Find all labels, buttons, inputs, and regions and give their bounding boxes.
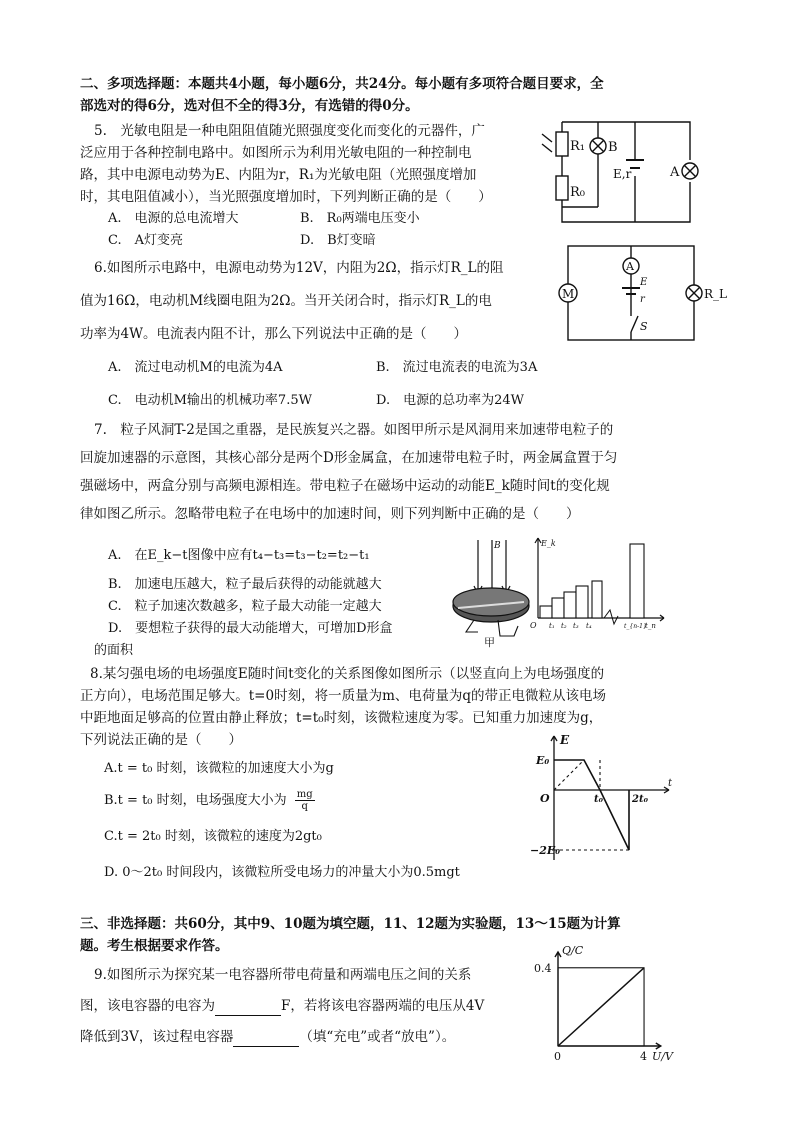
q7-option-d-line2: 的面积 — [94, 643, 134, 658]
section-2-heading-line1: 二、多项选择题：本题共4小题，每小题6分，共24分。每小题有多项符合题目要求，全 — [80, 76, 604, 92]
q7-label-t2: t₂ — [561, 622, 567, 630]
section-3-heading-line2: 题。考生根据要求作答。 — [80, 938, 229, 954]
q9-series-line — [558, 968, 644, 1046]
q8-option-b-text: B.t = t₀ 时刻，电场强度大小为 — [104, 793, 287, 808]
q8-label-e0: E₀ — [536, 754, 550, 767]
q8-figure-e-t — [530, 732, 674, 862]
q6-label-e: E — [640, 277, 648, 288]
q5-stem-line3: 路，其中电源电动势为E、内阻为r，R₁为光敏电阻（光照强度增加 — [80, 167, 477, 183]
q7-option-d-line1: D. 要想粒子获得的最大动能增大，可增加D形盒 — [108, 621, 393, 636]
q9-line2-part2: F，若将该电容器两端的电压从4V — [281, 998, 485, 1014]
q9-xtick-4: 4 — [640, 1050, 648, 1063]
q9-y-label: Q/C — [562, 944, 584, 957]
q5-option-d: D. B灯变暗 — [300, 233, 376, 248]
q9-x-label: U/V — [652, 1050, 673, 1063]
q5-option-b: B. R₀两端电压变小 — [300, 211, 420, 226]
q6-option-d: D. 电源的总功率为24W — [376, 393, 524, 408]
q6-circuit-diagram — [556, 240, 728, 345]
q5-option-c: C. A灯变亮 — [108, 233, 184, 248]
q5-stem-line4: 时，其电阻值减小），当光照强度增加时，下列判断正确的是（ ） — [80, 189, 492, 205]
q5-label-b: B — [608, 140, 618, 155]
q5-label-er: E,r — [613, 167, 632, 181]
q7-label-jia: 甲 — [484, 636, 495, 649]
q7-stem-line4: 律如图乙所示。忽略带电粒子在电场中的加速时间，则下列判断中正确的是（ ） — [80, 506, 580, 522]
q6-option-b: B. 流过电流表的电流为3A — [376, 360, 538, 375]
q9-stem-line2 — [80, 996, 484, 1016]
q6-option-c: C. 电动机M输出的机械功率7.5W — [108, 393, 312, 408]
q8-fraction-denominator: q — [301, 801, 308, 812]
q7-label-tn1: t_{n-1} — [624, 623, 647, 630]
q9-stem-line1: 9.如图所示为探究某一电容器所带电荷量和两端电压之间的关系 — [94, 967, 472, 983]
q7-ek-steps — [540, 544, 644, 618]
q7-option-c: C. 粒子加速次数越多，粒子最大动能一定越大 — [108, 599, 382, 614]
q8-label-e: E — [560, 733, 570, 747]
q9-stem-line3 — [80, 1027, 455, 1047]
q7-figure-ek-t — [530, 536, 670, 636]
q8-label-t: t — [668, 778, 673, 789]
q6-label-motor: M — [562, 287, 575, 301]
q7-label-o: O — [530, 621, 537, 630]
q8-label-neg2e0: −2E₀ — [530, 844, 561, 857]
q5-label-r0: R₀ — [570, 185, 585, 200]
q9-ytick-0.4: 0.4 — [534, 961, 552, 975]
q8-option-d: D. 0～2t₀ 时间段内，该微粒所受电场力的冲量大小为0.5mgt — [104, 865, 460, 880]
q9-line3-part2: （填“充电”或者“放电”）。 — [299, 1029, 456, 1045]
q6-stem-line3: 功率为4W。电流表内阻不计，那么下列说法中正确的是（ ） — [80, 326, 467, 342]
q9-xtick-0: 0 — [554, 1050, 561, 1063]
q5-circuit-labels — [570, 139, 680, 200]
q5-label-r1: R₁ — [570, 139, 585, 154]
q6-label-ammeter: A — [626, 260, 634, 273]
q7-label-t4: t₄ — [586, 622, 592, 630]
q9-line3-part1: 降低到3V，该过程电容器 — [80, 1029, 234, 1045]
q5-option-a: A. 电源的总电流增大 — [108, 211, 239, 226]
q7-label-t1: t₁ — [549, 622, 555, 630]
q7-label-tn: t_n — [645, 622, 656, 630]
q9-blank-charge-discharge[interactable] — [233, 1032, 299, 1047]
q6-label-s: S — [640, 320, 648, 333]
q5-stem-line2: 泛应用于各种控制电路中。如图所示为利用光敏电阻的一种控制电 — [80, 145, 472, 161]
q7-option-a: A. 在E_k−t图像中应有t₄−t₃=t₃−t₂=t₂−t₁ — [108, 548, 370, 563]
q8-stem-line1: 8.某匀强电场的电场强度E随时间t变化的关系图像如图所示（以竖直向上为电场强度的 — [90, 666, 605, 682]
q7-figure-cyclotron — [448, 536, 538, 648]
q8-stem-line2: 正方向），电场范围足够大。t=0时刻，将一质量为m、电荷量为q的带正电微粒从该电场 — [80, 688, 607, 704]
q8-fraction-numerator: mg — [296, 789, 313, 800]
q7-label-t3: t₃ — [573, 622, 579, 630]
section-3-heading-line1: 三、非选择题：共60分，其中9、10题为填空题，11、12题为实验题，13～15题为计算 — [80, 916, 621, 932]
q7-label-ek: E_k — [541, 539, 556, 548]
q6-label-r: r — [640, 294, 645, 305]
q7-stem-line3: 强磁场中，两盒分别与高频电源相连。带电粒子在磁场中运动的动能E_k随时间t的变化规 — [80, 478, 610, 494]
q7-stem-line1: 7. 粒子风洞T-2是国之重器，是民族复兴之器。如图甲所示是风洞用来加速带电粒子的 — [94, 422, 614, 438]
q5-circuit-diagram — [540, 112, 700, 230]
q7-label-b: B — [494, 541, 501, 551]
q8-label-o: O — [540, 792, 550, 805]
q6-option-a: A. 流过电动机M的电流为4A — [108, 360, 283, 375]
q6-stem-line2: 值为16Ω，电动机M线圈电阻为2Ω。当开关闭合时，指示灯R_L的电 — [80, 293, 492, 309]
q8-stem-line3: 中距地面足够高的位置由静止释放；t=t₀时刻，该微粒速度为零。已知重力加速度为g， — [80, 710, 603, 726]
q8-option-b-fraction — [295, 789, 315, 812]
q8-option-c: C.t = 2t₀ 时刻，该微粒的速度为2gt₀ — [104, 829, 322, 844]
q7-stem-line2: 回旋加速器的示意图，其核心部分是两个D形金属盒，在加速带电粒子时，两金属盒置于匀 — [80, 450, 618, 466]
q8-option-b — [104, 789, 315, 812]
q8-label-t0: t₀ — [594, 794, 603, 805]
q8-stem-line4: 下列说法正确的是（ ） — [80, 732, 242, 748]
section-2-heading-line2: 部选对的得6分，选对但不全的得3分，有选错的得0分。 — [80, 98, 419, 114]
q5-label-a: A — [670, 165, 680, 180]
q5-stem-line1: 5. 光敏电阻是一种电阻阻值随光照强度变化而变化的元器件，广 — [94, 123, 485, 139]
q9-line2-part1: 图，该电容器的电容为 — [80, 998, 215, 1014]
q7-option-b: B. 加速电压越大，粒子最后获得的动能就越大 — [108, 577, 382, 592]
q9-blank-capacitance[interactable] — [215, 1001, 281, 1016]
q6-label-rl: R_L — [704, 287, 728, 301]
q6-stem-line1: 6.如图所示电路中，电源电动势为12V，内阻为2Ω，指示灯R_L的阻 — [94, 260, 504, 276]
q8-option-a: A.t = t₀ 时刻，该微粒的加速度大小为g — [104, 761, 334, 776]
q8-label-2t0: 2t₀ — [632, 794, 648, 805]
q9-q-u-chart — [534, 944, 680, 1066]
